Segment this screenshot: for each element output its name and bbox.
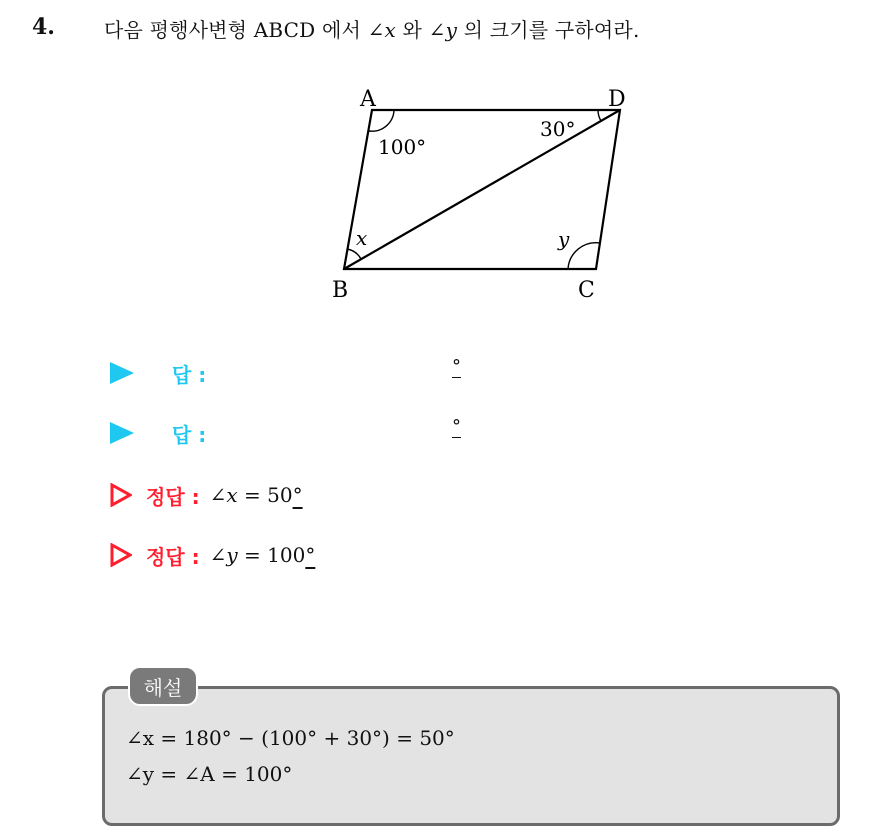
- problem-angle-x: ∠x: [367, 18, 396, 42]
- correct-angle: ∠y: [209, 543, 238, 567]
- vertex-label-b: B: [332, 278, 349, 303]
- vertex-label-a: A: [360, 87, 376, 112]
- outline-triangle-icon: [110, 483, 132, 507]
- correct-row-2: [110, 538, 315, 572]
- parallelogram-figure: [318, 78, 648, 306]
- correct-row-1: [110, 478, 303, 512]
- answer-blank-1[interactable]: °: [452, 356, 461, 377]
- correct-value: = 100: [237, 543, 306, 567]
- angle-arc-a: [369, 110, 394, 131]
- problem-text-suffix: 의 크기를 구하여라.: [457, 18, 640, 42]
- angle-arc-d: [598, 110, 601, 121]
- outline-triangle-icon: [110, 543, 132, 567]
- correct-label: 정답 :: [146, 484, 200, 509]
- angle-label-d: 30°: [540, 117, 576, 141]
- play-triangle-icon: [110, 362, 134, 384]
- answer-row-1: [110, 356, 206, 390]
- answer-row-2: [110, 416, 206, 450]
- answer-blank-2[interactable]: °: [452, 416, 461, 437]
- correct-unit: °: [292, 483, 303, 507]
- explanation-line-1: ∠x = 180° − (100° + 30°) = 50°: [126, 726, 455, 750]
- problem-text-and: 와: [396, 18, 429, 42]
- correct-unit: °: [305, 543, 316, 567]
- correct-angle: ∠x: [209, 483, 238, 507]
- answer-label: 답 :: [172, 362, 207, 387]
- explanation-box: [102, 686, 840, 826]
- vertex-label-d: D: [608, 87, 626, 112]
- problem-number: 4.: [32, 14, 55, 40]
- problem-statement: [104, 14, 640, 43]
- angle-label-a: 100°: [378, 135, 427, 159]
- angle-arc-y: [568, 243, 600, 269]
- correct-label: 정답 :: [146, 544, 200, 569]
- vertex-label-c: C: [578, 278, 595, 303]
- explanation-tab: 해설: [128, 666, 198, 706]
- answer-label: 답 :: [172, 422, 207, 447]
- play-triangle-icon: [110, 422, 134, 444]
- correct-expression-y: [210, 543, 316, 567]
- angle-label-x: x: [356, 226, 368, 250]
- problem-text-prefix: 다음 평행사변형 ABCD 에서: [104, 18, 368, 42]
- angle-arc-x: [347, 249, 361, 259]
- diagonal-bd: [344, 110, 620, 269]
- explanation-line-2: ∠y = ∠A = 100°: [126, 762, 293, 786]
- problem-angle-y: ∠y: [428, 18, 458, 42]
- correct-value: = 50: [237, 483, 293, 507]
- correct-expression-x: [210, 483, 303, 507]
- angle-label-y: y: [558, 227, 570, 251]
